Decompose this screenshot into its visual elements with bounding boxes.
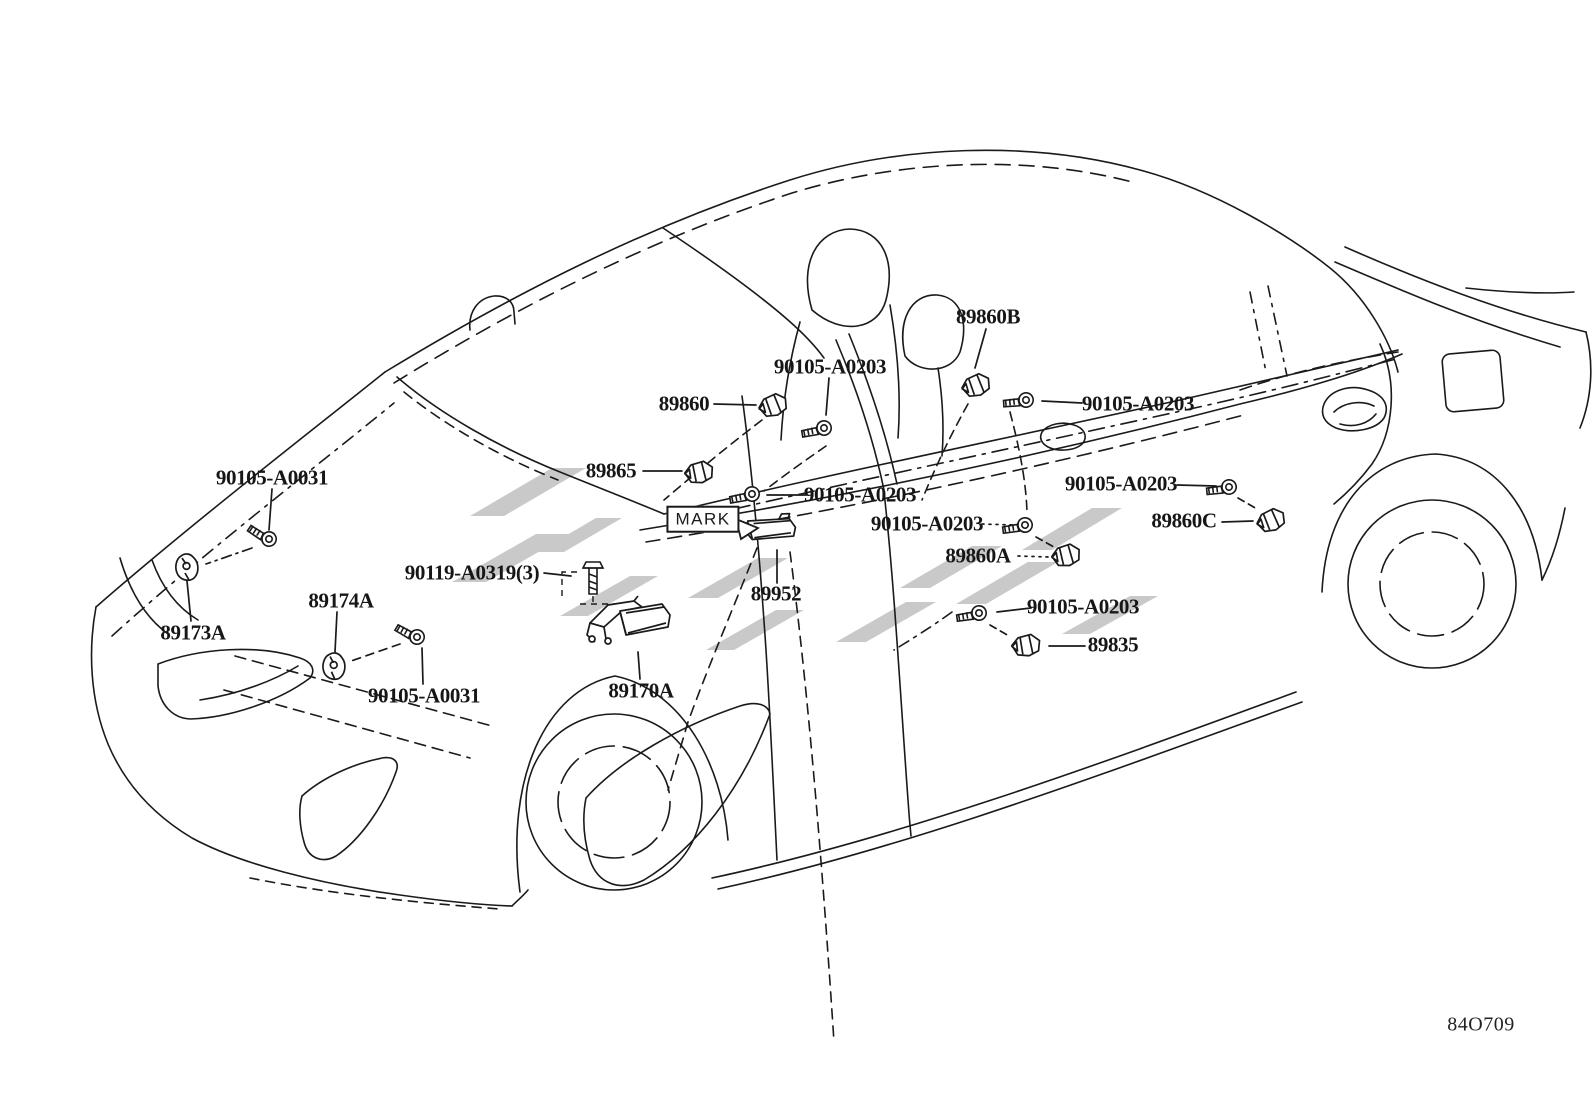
screw-90105-A0031-fender — [393, 624, 426, 645]
screw-90105-A0203-rocker — [955, 603, 989, 630]
part-label-89174A: 89174A — [308, 588, 374, 613]
sensor-89835 — [1011, 634, 1041, 658]
part-label-89952: 89952 — [750, 581, 802, 606]
sensor-89860C — [1254, 506, 1287, 535]
part-label-89835: 89835 — [1087, 632, 1139, 657]
part-label-90105-A0031-hood: 90105-A0031 — [215, 465, 329, 490]
part-label-90105-A0203-quarter: 90105-A0203 — [1064, 471, 1178, 496]
sensor-89860B — [960, 372, 993, 400]
part-label-89170A: 89170A — [608, 678, 674, 703]
part-label-90119-A0319: 90119-A0319(3) — [404, 560, 540, 585]
part-label-89860B: 89860B — [955, 304, 1021, 329]
part-label-89865: 89865 — [585, 458, 637, 483]
part-label-89860: 89860 — [658, 391, 710, 416]
part-label-90105-A0203-floor: 90105-A0203 — [803, 482, 917, 507]
screw-90105-A0203-reardoor — [1001, 515, 1035, 542]
part-label-89860A: 89860A — [945, 543, 1011, 568]
screw-90105-A0203-cpillar — [1002, 390, 1036, 415]
part-label-90105-A0031-fender: 90105-A0031 — [367, 683, 481, 708]
part-label-90105-A0203-rocker: 90105-A0203 — [1026, 594, 1140, 619]
mark-callout-box: MARK — [666, 506, 739, 533]
bolt-90119-A0319 — [583, 562, 603, 594]
screw-90105-A0203-quarter — [1205, 477, 1239, 503]
sensor-89865 — [684, 460, 715, 485]
part-label-90105-A0203-bpillar: 90105-A0203 — [773, 354, 887, 379]
diagram-code: 84O709 — [1447, 1013, 1515, 1036]
sensor-89173A — [176, 554, 198, 580]
part-label-89173A: 89173A — [160, 620, 226, 645]
part-label-90105-A0203-cpillar: 90105-A0203 — [1081, 391, 1195, 416]
part-label-89860C: 89860C — [1151, 508, 1217, 533]
part-label-90105-A0203-reardoor: 90105-A0203 — [870, 511, 984, 536]
screw-90105-A0031-hood — [245, 525, 278, 548]
sensor-89174A — [322, 652, 347, 680]
screw-90105-A0203-bpillar — [800, 418, 834, 446]
